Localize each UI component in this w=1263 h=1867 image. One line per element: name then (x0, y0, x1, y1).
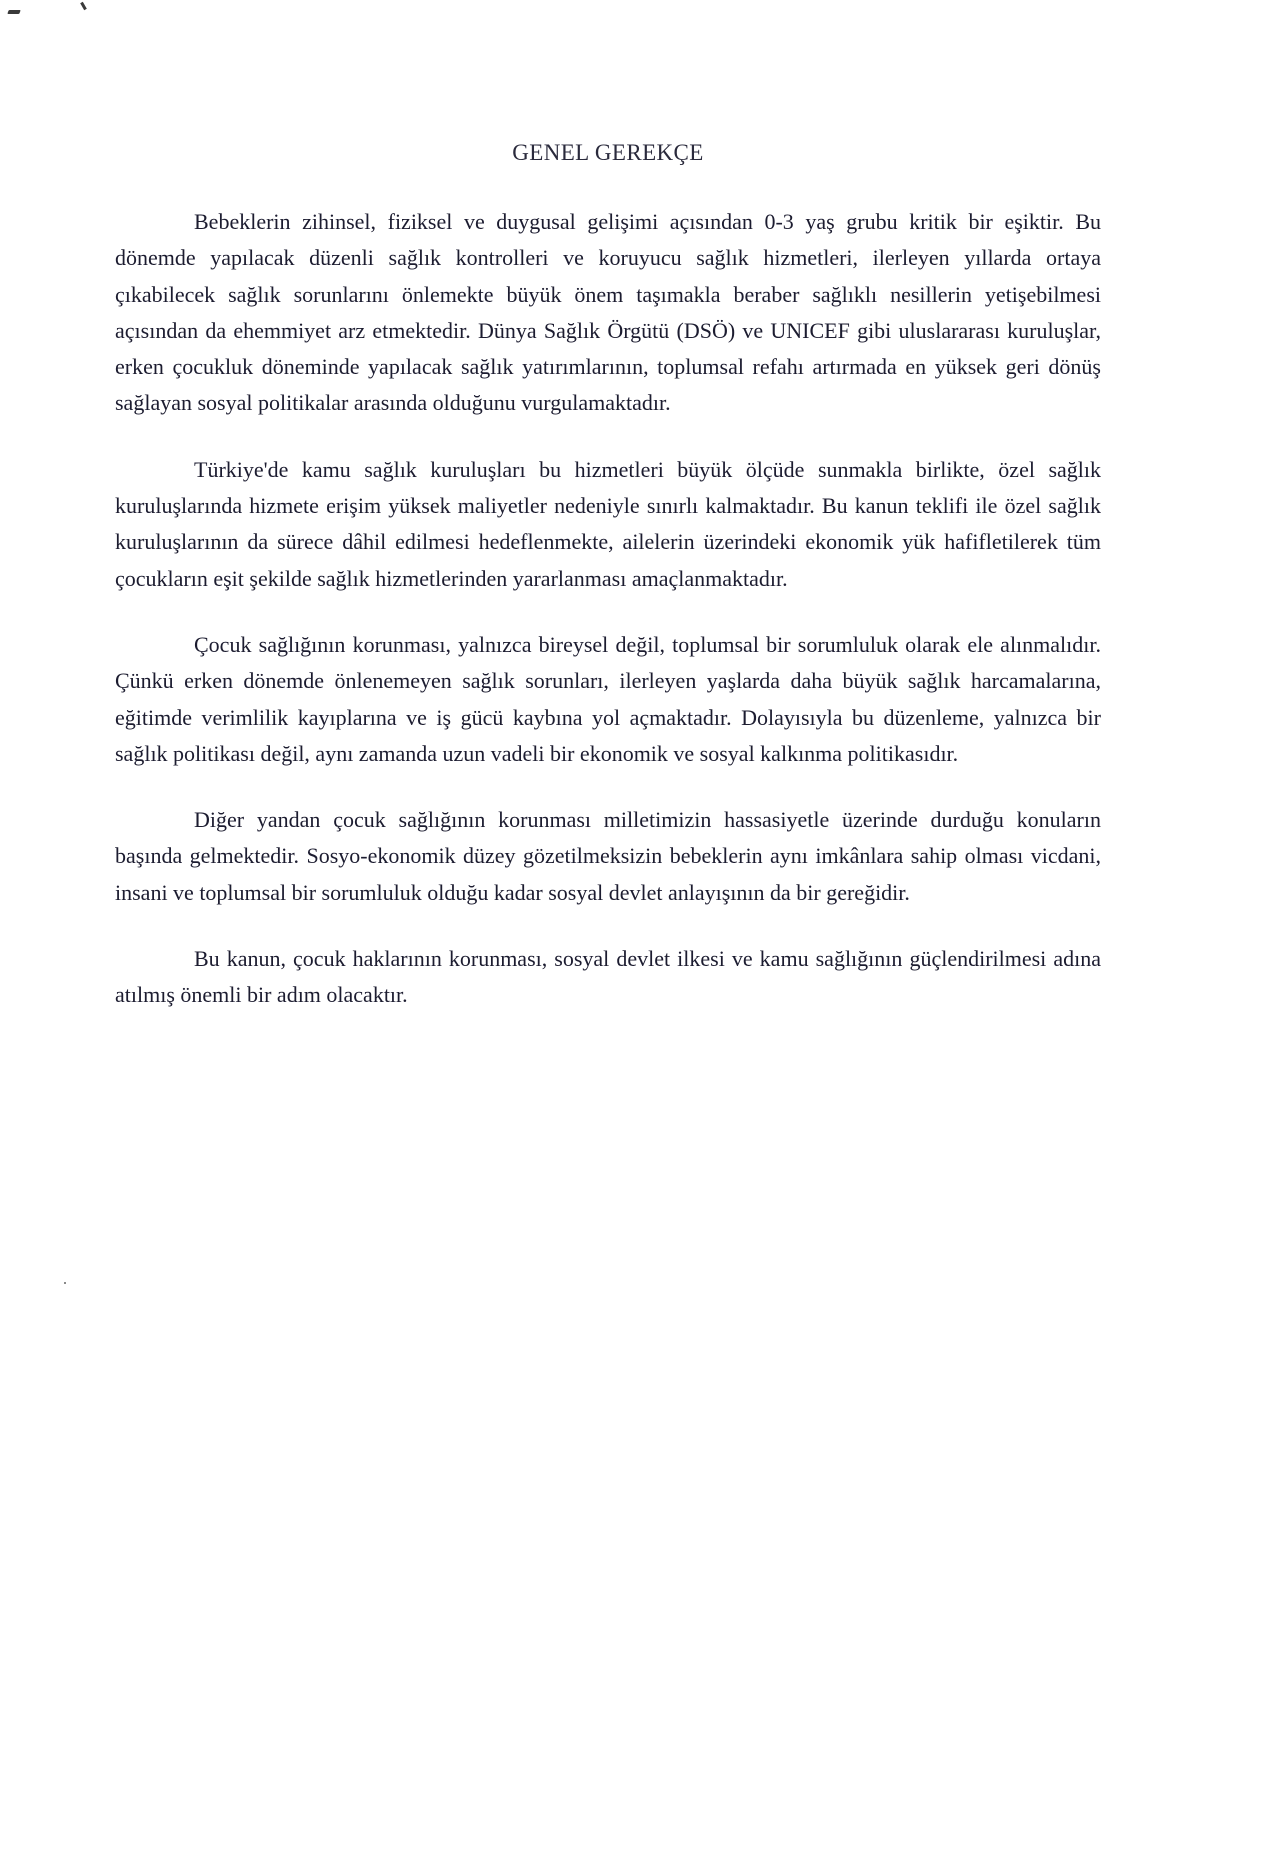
document-body (115, 138, 1101, 1044)
scan-artifact-mark (80, 2, 87, 10)
document-title: GENEL GEREKÇE (512, 140, 704, 165)
paragraph-1: Bebeklerin zihinsel, fiziksel ve duygusal gelişimi açısından 0-3 yaş grubu kritik bir eşiktir. Bu dönemde yapılacak düzenli sağlık kontrolleri ve koruyucu sağlık hizmetleri, ilerleyen yıllarda ortaya çıkabilecek sağlık sorunlarını önlemekte büyük önem taşımakla beraber sağlıklı nesillerin yetişebilmesi açısından da ehemmiyet arz etmektedir. Dünya Sağlık Örgütü (DSÖ) ve UNICEF gibi uluslararası kuruluşlar, erken çocukluk döneminde yapılacak sağlık yatırımlarının, toplumsal refahı artırmada en yüksek geri dönüş sağlayan sosyal politikalar arasında olduğunu vurgulamaktadır. (115, 209, 1101, 416)
scan-artifact-dot (64, 1282, 66, 1284)
paragraph-2: Türkiye'de kamu sağlık kuruluşları bu hizmetleri büyük ölçüde sunmakla birlikte, özel sağlık kuruluşlarında hizmete erişim yüksek maliyetler nedeniyle sınırlı kalmaktadır. Bu kanun teklifi ile özel sağlık kuruluşlarının da sürece dâhil edilmesi hedeflenmekte, ailelerin üzerindeki ekonomik yük hafifletilerek tüm çocukların eşit şekilde sağlık hizmetlerinden yararlanması amaçlanmaktadır. (115, 456, 1101, 591)
scan-artifact-mark (7, 10, 20, 14)
paragraph-5: Bu kanun, çocuk haklarının korunması, sosyal devlet ilkesi ve kamu sağlığının güçlendirilmesi adına atılmış önemli bir adım olacaktır. (115, 946, 1101, 1008)
paragraph-3: Çocuk sağlığının korunması, yalnızca bireysel değil, toplumsal bir sorumluluk olarak ele alınmalıdır. Çünkü erken dönemde önlenemeyen sağlık sorunları, ilerleyen yaşlarda daha büyük sağlık harcamalarına, eğitimde verimlilik kayıplarına ve iş gücü kaybına yol açmaktadır. Dolayısıyla bu düzenleme, yalnızca bir sağlık politikası değil, aynı zamanda uzun vadeli bir ekonomik ve sosyal kalkınma politikasıdır. (115, 631, 1101, 766)
paragraph-4: Diğer yandan çocuk sağlığının korunması milletimizin hassasiyetle üzerinde durduğu konuların başında gelmektedir. Sosyo-ekonomik düzey gözetilmeksizin bebeklerin aynı imkânlara sahip olması vicdani, insani ve toplumsal bir sorumluluk olduğu kadar sosyal devlet anlayışının da bir gereğidir. (115, 807, 1101, 905)
